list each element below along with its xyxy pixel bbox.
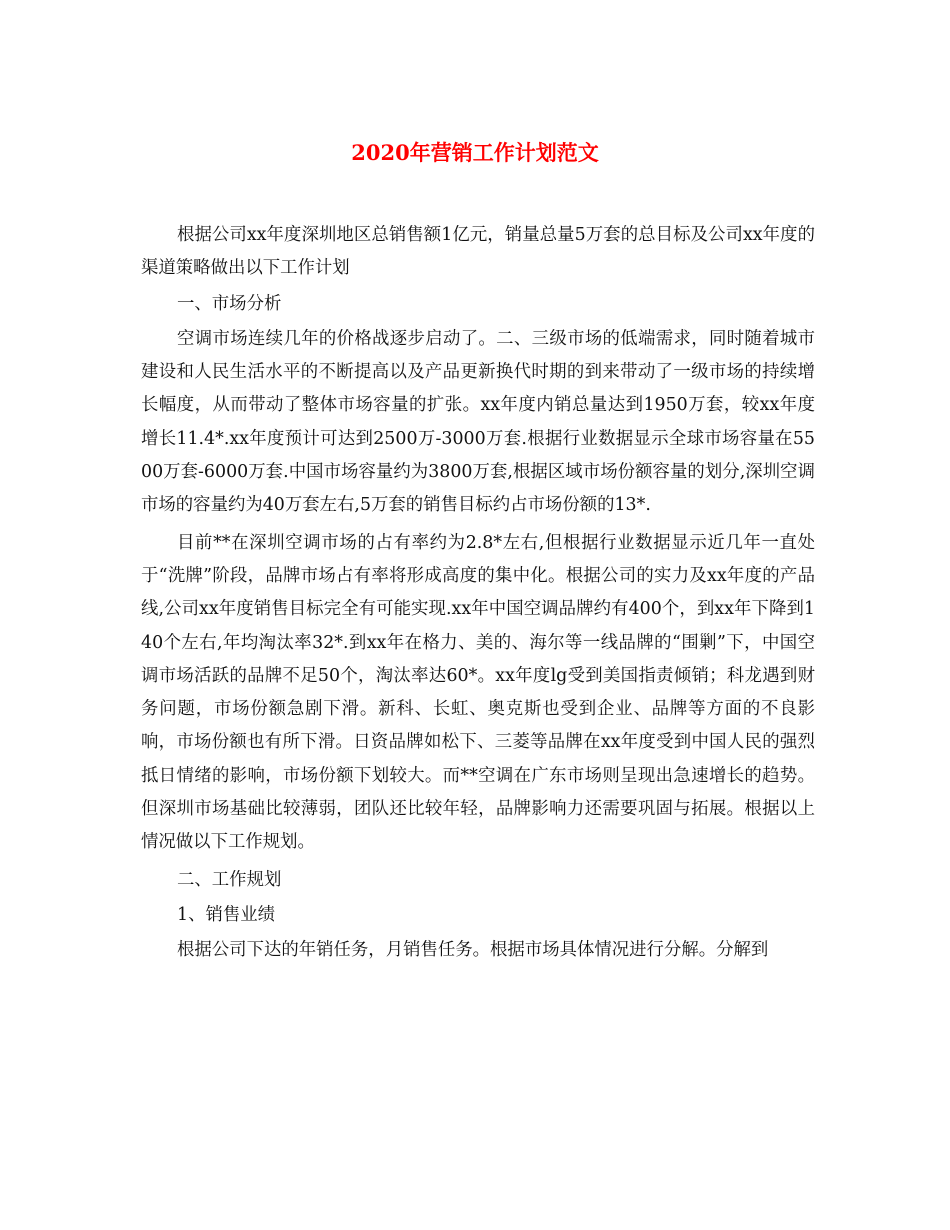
sales-performance-paragraph: 根据公司下达的年销任务，月销售任务。根据市场具体情况进行分解。分解到 (177, 940, 769, 961)
section-heading-market-analysis: 一、市场分析 (177, 293, 282, 314)
document-body (141, 219, 815, 968)
market-analysis-paragraph-1: 空调市场连续几年的价格战逐步启动了。二、三级市场的低端需求，同时随着城市建设和人民生活水平的不断提高以及产品更新换代时期的到来带动了一级市场的持续增长幅度，从而带动了整体市场容量的扩张。xx年度内销总量达到1950万套，较xx年度增长11.4*.xx年度预计可达到2500万-3000万套.根据行业数据显示全球市场容量在5500万套-6000万套.中国市场容量约为3800万套,根据区域市场份额容量的划分,深圳空调市场的容量约为40万套左右,5万套的销售目标约占市场份额的13*. (141, 328, 815, 516)
document-title: 2020年营销工作计划范文 (351, 140, 599, 165)
section-heading-work-plan: 二、工作规划 (177, 869, 282, 890)
market-analysis-paragraph-2: 目前**在深圳空调市场的占有率约为2.8*左右,但根据行业数据显示近几年一直处于“洗牌”阶段，品牌市场占有率将形成高度的集中化。根据公司的实力及xx年度的产品线,公司xx年度销售目标完全有可能实现.xx年中国空调品牌约有400个，到xx年下降到140个左右,年均淘汰率32*.到xx年在格力、美的、海尔等一线品牌的“围剿”下，中国空调市场活跃的品牌不足50个，淘汰率达60*。xx年度lg受到美国指责倾销；科龙遇到财务问题，市场份额急剧下滑。新科、长虹、奥克斯也受到企业、品牌等方面的不良影响，市场份额也有所下滑。日资品牌如松下、三菱等品牌在xx年度受到中国人民的强烈抵日情绪的影响，市场份额下划较大。而**空调在广东市场则呈现出急速增长的趋势。但深圳市场基础比较薄弱，团队还比较年轻，品牌影响力还需要巩固与拓展。根据以上情况做以下工作规划。 (141, 532, 815, 853)
intro-paragraph: 根据公司xx年度深圳地区总销售额1亿元，销量总量5万套的总目标及公司xx年度的渠道策略做出以下工作计划 (141, 225, 815, 279)
subsection-heading-sales-performance: 1、销售业绩 (177, 904, 276, 925)
